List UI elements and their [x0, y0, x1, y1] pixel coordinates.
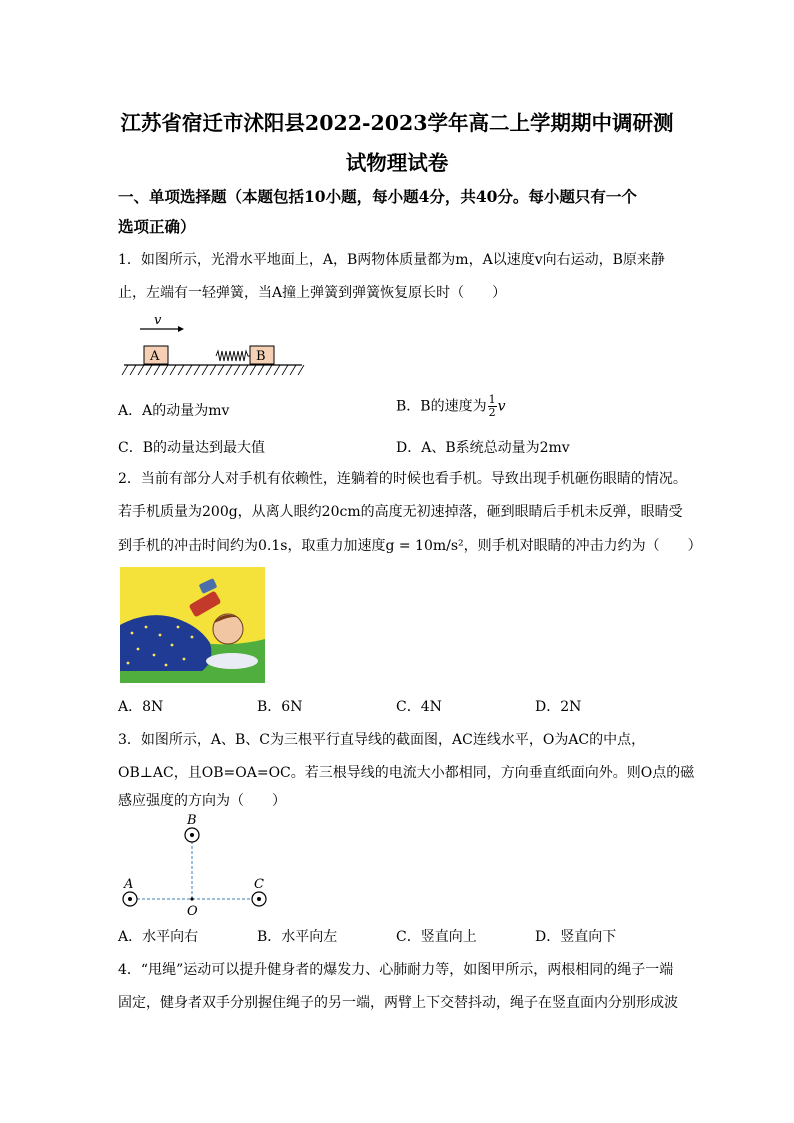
section-heading-line1: 一、单项选择题（本题包括10小题，每小题4分，共40分。每小题只有一个	[118, 187, 637, 206]
q1-option-d: D．A、B系统总动量为2mv	[396, 440, 570, 456]
q3-label-b: B	[187, 813, 197, 828]
q2-text-line2: 若手机质量为200g，从离人眼约20cm的高度无初速掉落，砸到眼睛后手机未反弹，眼睛受	[118, 504, 683, 520]
q4-text-line1: 4．“甩绳”运动可以提升健身者的爆发力、心肺耐力等，如图甲所示，两根相同的绳子一端	[118, 962, 674, 978]
q4-text-line2: 固定，健身者双手分别握住绳子的另一端，两臂上下交替抖动，绳子在竖直面内分别形成波	[118, 995, 678, 1011]
q3-label-o: O	[187, 904, 198, 919]
q1-velocity-arrowhead	[178, 326, 184, 332]
q2-option-b: B．6N	[257, 699, 303, 715]
q1-block-b-label: B	[256, 349, 266, 364]
q1-block-a-label: A	[150, 349, 160, 364]
q3-text-line2: OB⊥AC，且OB=OA=OC。若三根导线的电流大小都相同，方向垂直纸面向外。则O点的磁	[118, 765, 695, 781]
q3-point-o	[190, 897, 193, 900]
q3-label-c: C	[254, 877, 264, 892]
q3-figure	[118, 810, 278, 920]
q3-text-line3: 感应强度的方向为（ ）	[118, 793, 286, 809]
q1-option-b-fraction	[488, 394, 497, 419]
q2-phone-illustration	[120, 567, 265, 683]
q1-option-b-denominator: 2	[488, 406, 496, 419]
q2-option-a: A．8N	[118, 699, 164, 715]
q2-option-d: D．2N	[535, 699, 582, 715]
paper-title-line1: 江苏省宿迁市沭阳县2022-2023学年高二上学期期中调研测	[120, 111, 674, 135]
q3-option-b: B．水平向左	[257, 929, 338, 945]
q3-option-a: A．水平向右	[118, 929, 199, 945]
q3-option-d: D．竖直向下	[535, 929, 617, 945]
q1-option-b-numerator: 1	[488, 393, 496, 406]
q2-text-line3: 到手机的冲击时间约为0.1s，取重力加速度g = 10m/s²，则手机对眼睛的冲击力约为（ ）	[118, 538, 702, 554]
section-heading-line2: 选项正确）	[118, 217, 196, 236]
q2-option-c: C．4N	[396, 699, 442, 715]
q1-option-a: A．A的动量为mv	[118, 403, 230, 419]
q1-text-line2: 止，左端有一轻弹簧，当A撞上弹簧到弹簧恢复原长时（ ）	[118, 285, 507, 301]
q3-text-line1: 3．如图所示，A、B、C为三根平行直导线的截面图，AC连线水平，O为AC的中点，	[118, 732, 646, 748]
q1-figure	[120, 310, 310, 382]
q1-option-b	[396, 394, 506, 419]
section-heading	[118, 182, 688, 242]
q3-label-a: A	[124, 877, 134, 892]
q1-velocity-label: v	[154, 313, 162, 328]
q1-option-c: C．B的动量达到最大值	[118, 440, 265, 456]
paper-title-line2: 试物理试卷	[345, 151, 449, 175]
q3-option-c: C．竖直向上	[396, 929, 477, 945]
q2-text-line1: 2．当前有部分人对手机有依赖性，连躺着的时候也看手机。导致出现手机砸伤眼睛的情况。	[118, 471, 687, 487]
q1-ground-hatch	[122, 365, 304, 375]
q1-option-b-prefix: B．B的速度为	[396, 398, 487, 415]
q1-option-b-suffix: v	[497, 398, 506, 415]
q1-spring	[216, 351, 250, 361]
q1-text-line1: 1．如图所示，光滑水平地面上，A，B两物体质量都为m，A以速度v向右运动，B原来静	[118, 252, 665, 268]
